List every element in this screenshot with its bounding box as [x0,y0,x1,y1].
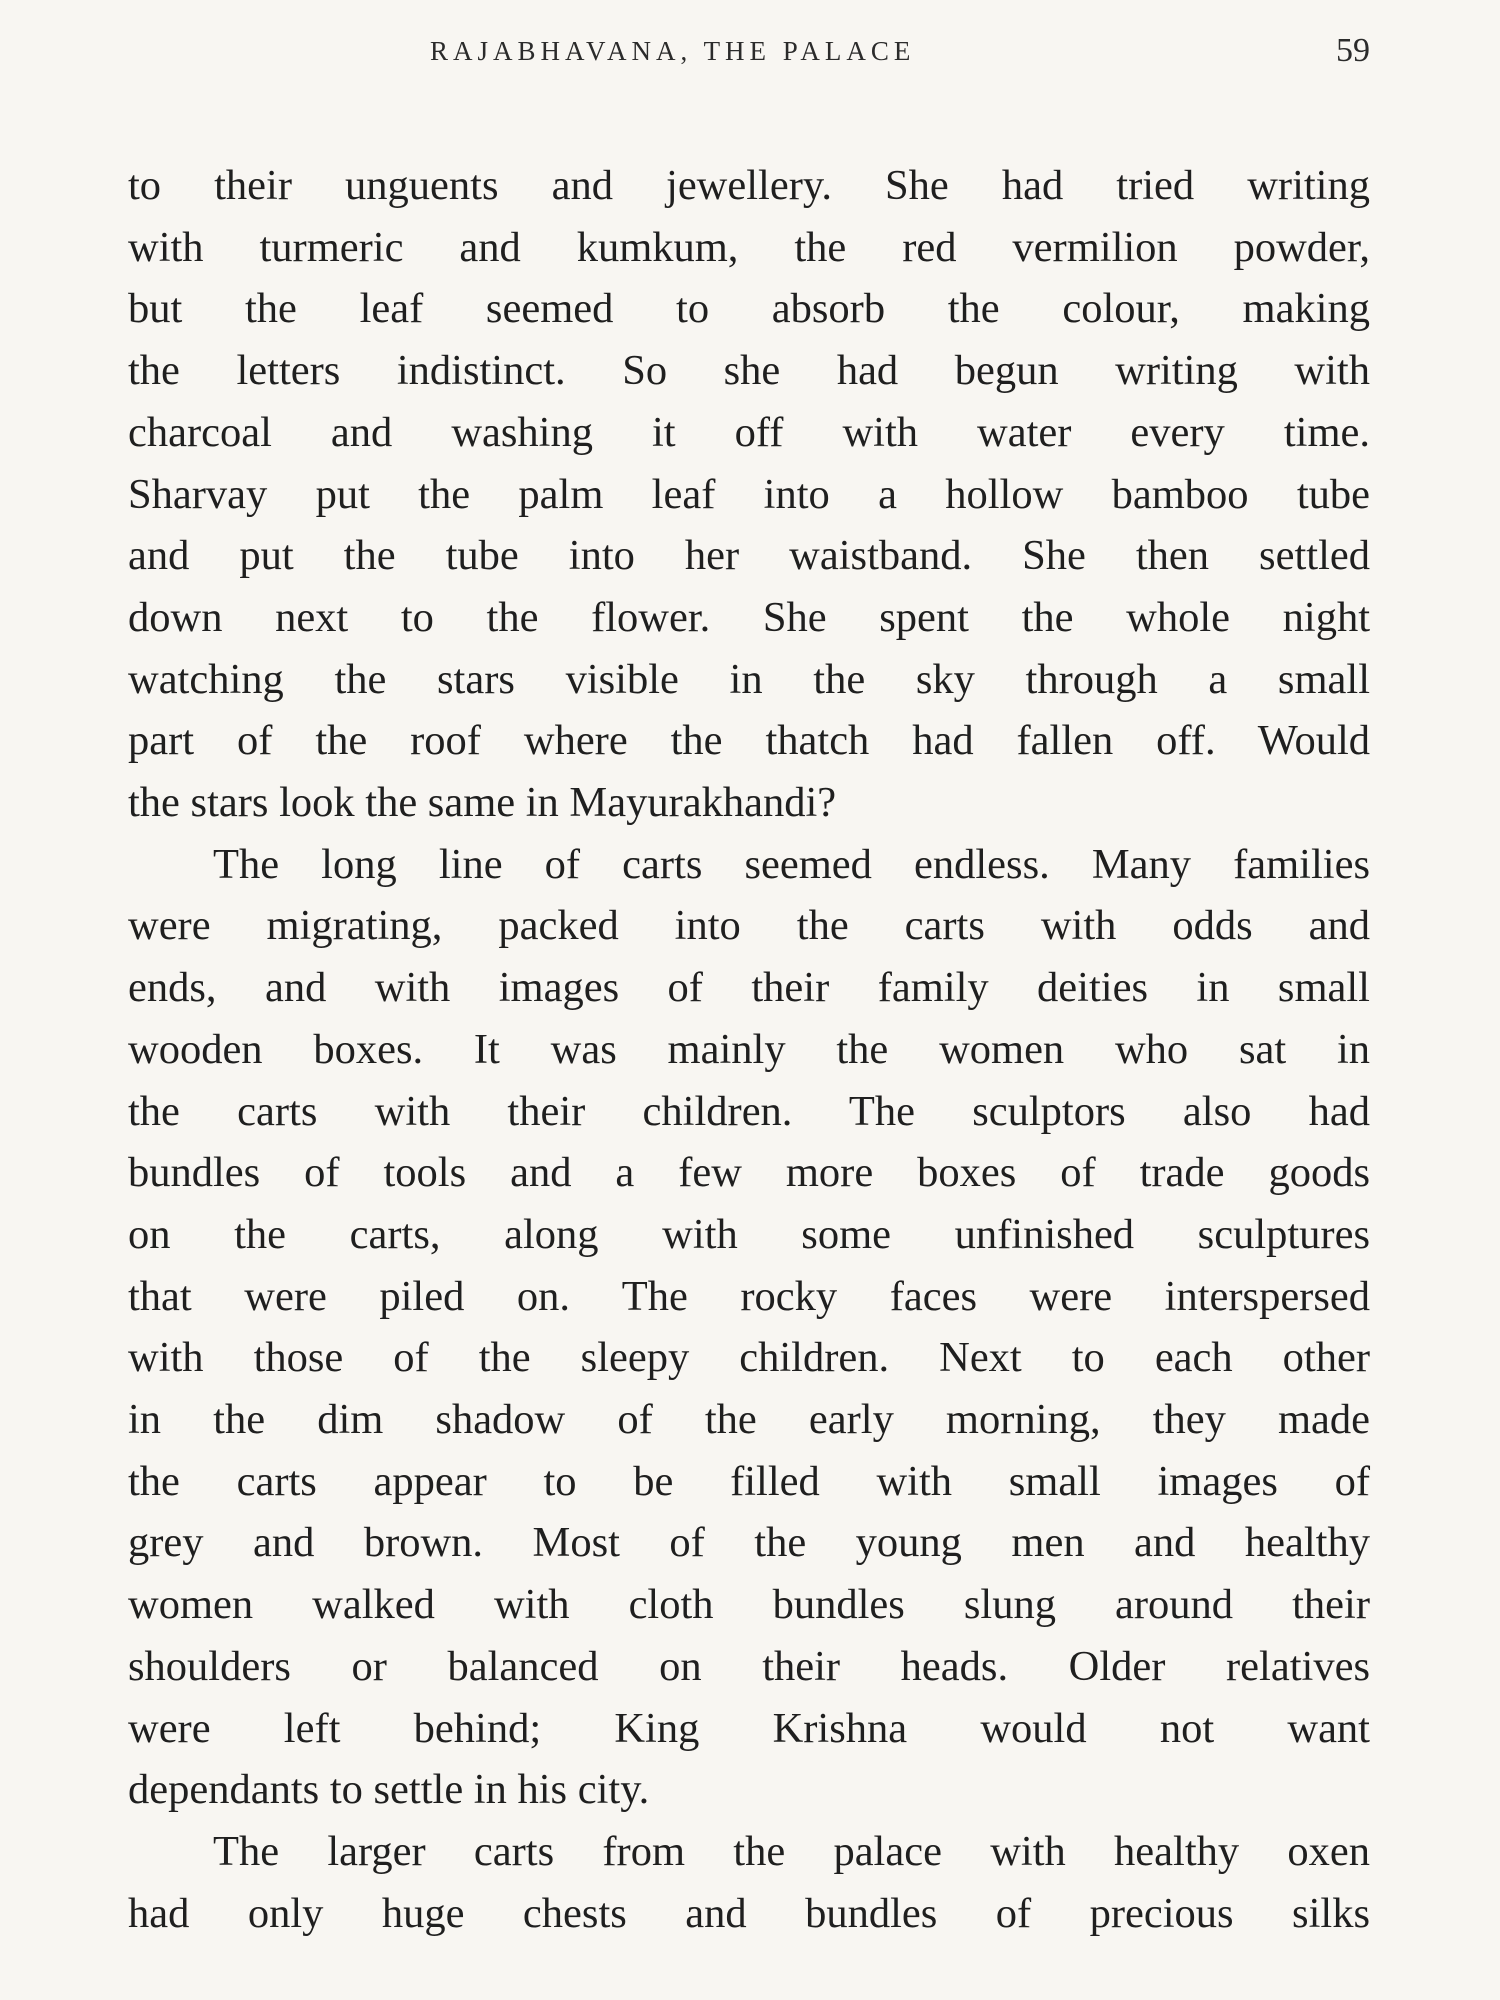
text-line: ends, and with images of their family deities in small [128,964,1370,1012]
text-line: had only huge chests and bundles of precious silks [128,1889,1370,1937]
text-line: The long line of carts seemed endless. Many families [213,840,1370,888]
running-head [130,32,1370,72]
text-line: were left behind; King Krishna would not want [128,1704,1370,1752]
text-line: in the dim shadow of the early morning, they made [128,1396,1370,1444]
text-line: wooden boxes. It was mainly the women who sat in [128,1025,1370,1073]
text-line: the letters indistinct. So she had begun writing with [128,347,1370,395]
text-line: with those of the sleepy children. Next to each other [128,1334,1370,1382]
text-line: charcoal and washing it off with water every time. [128,408,1370,456]
running-title: RAJABHAVANA, THE PALACE [430,36,916,66]
text-line: were migrating, packed into the carts with odds and [128,902,1370,950]
paragraph [128,834,1370,1821]
page-number: 59 [1336,32,1370,69]
text-line: dependants to settle in his city. [128,1766,650,1814]
text-line: with turmeric and kumkum, the red vermilion powder, [128,223,1370,271]
text-line: the carts with their children. The sculptors also had [128,1087,1370,1135]
text-line: but the leaf seemed to absorb the colour, making [128,285,1370,333]
paragraph [128,1821,1370,1944]
text-line: on the carts, along with some unfinished sculptures [128,1210,1370,1258]
text-line: The larger carts from the palace with healthy oxen [213,1827,1370,1875]
text-line: down next to the flower. She spent the whole night [128,593,1370,641]
body-text [128,155,1370,1944]
text-line: women walked with cloth bundles slung around their [128,1581,1370,1629]
text-line: that were piled on. The rocky faces were interspersed [128,1272,1370,1320]
text-line: and put the tube into her waistband. She then settled [128,532,1370,580]
text-line: watching the stars visible in the sky through a small [128,655,1370,703]
text-line: the carts appear to be filled with small images of [128,1457,1370,1505]
text-line: part of the roof where the thatch had fallen off. Would [128,717,1370,765]
text-line: bundles of tools and a few more boxes of trade goods [128,1149,1370,1197]
text-line: to their unguents and jewellery. She had tried writing [128,162,1370,209]
text-line: shoulders or balanced on their heads. Older relatives [128,1642,1370,1690]
text-line: Sharvay put the palm leaf into a hollow bamboo tube [128,470,1370,518]
text-line: the stars look the same in Mayurakhandi? [128,779,837,827]
paragraph [128,155,1370,834]
text-line: grey and brown. Most of the young men and healthy [128,1519,1370,1567]
